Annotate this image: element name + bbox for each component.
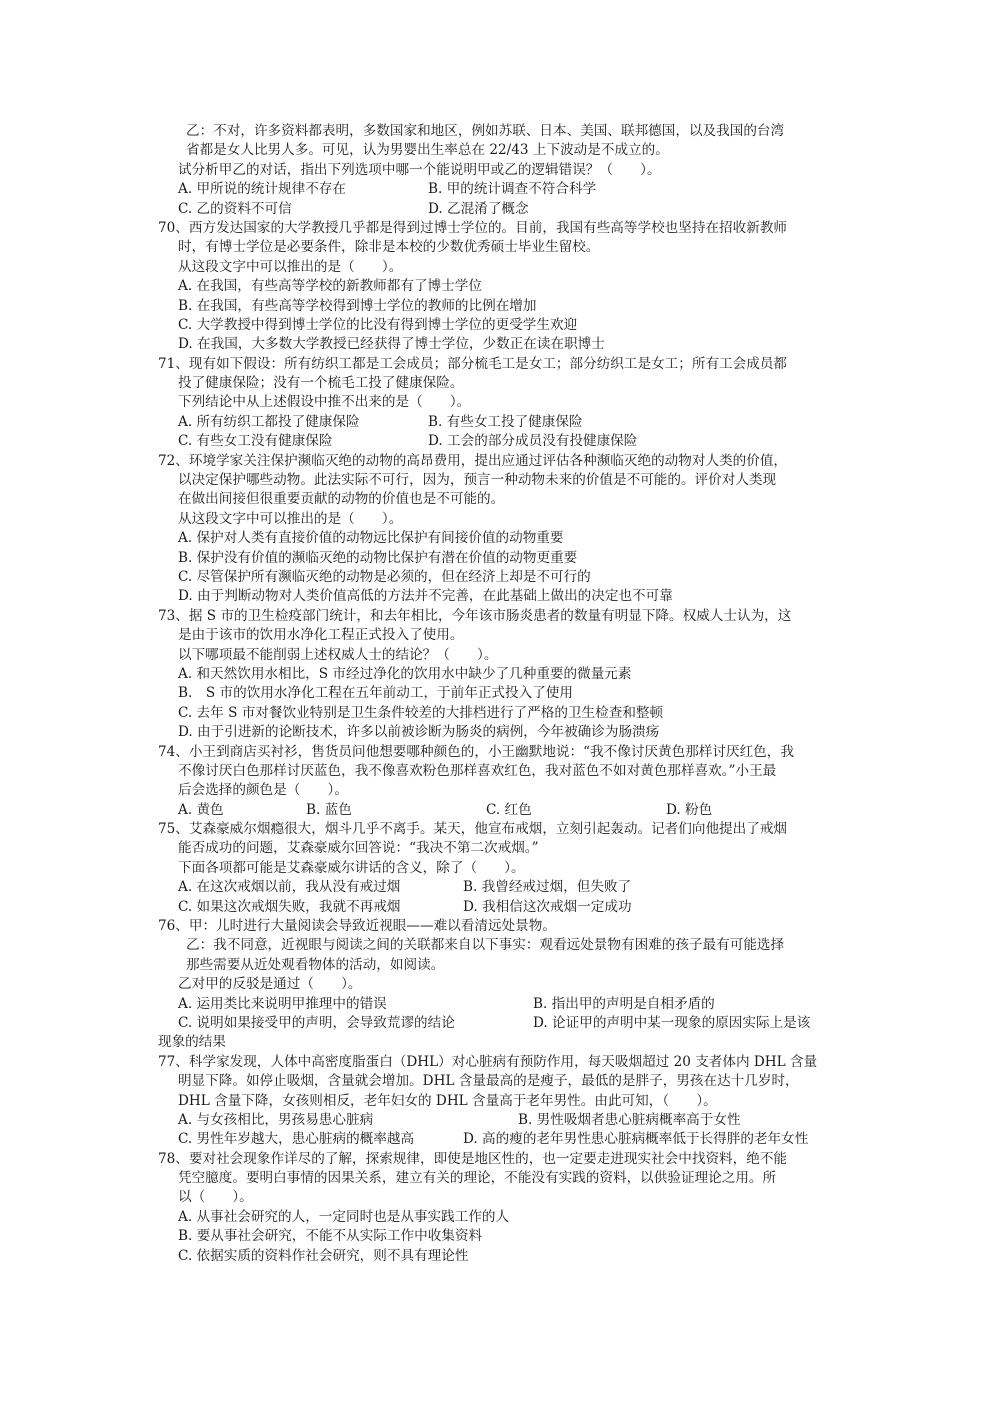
q74-option-a: A. 黄色: [178, 801, 224, 818]
q78-stem-line-2: 凭空臆度。要明白事情的因果关系，建立有关的理论，不能没有实践的资料，以供验证理论之用。所: [178, 1170, 777, 1187]
intro-text-line-2: 省都是女人比男人多。可见，认为男婴出生率总在 22/43 上下波动是不成立的。: [186, 142, 669, 159]
q77-stem-line-1: 77、科学家发现，人体中高密度脂蛋白（DHL）对心脏病有预防作用，每天吸烟超过 20 支者体内 DHL 含量: [158, 1053, 818, 1070]
q70-stem-line-2: 时，有博士学位是必要条件，除非是本校的少数优秀硕士毕业生留校。: [178, 239, 600, 256]
q75-option-a: A. 在这次戒烟以前，我从没有戒过烟: [178, 879, 401, 896]
q72-stem-line-3: 在做出间接但很重要贡献的动物的价值也是不可能的。: [178, 491, 505, 508]
q70-option-d: D. 在我国，大多数大学教授已经获得了博士学位，少数正在读在职博士: [178, 336, 605, 353]
q73-option-b: B. S 市的饮用水净化工程在五年前动工，于前年正式投入了使用: [178, 685, 573, 702]
intro-option-c: C. 乙的资料不可信: [178, 200, 292, 217]
q77-option-b: B. 男性吸烟者患心脏病概率高于女性: [518, 1111, 741, 1128]
q71-stem-line-2: 投了健康保险；没有一个梳毛工投了健康保险。: [178, 375, 464, 392]
q73-stem-line-2: 是由于该市的饮用水净化工程正式投入了使用。: [178, 627, 464, 644]
q71-question: 下列结论中从上述假设中推不出来的是（ ）。: [178, 394, 471, 411]
q72-question: 从这段文字中可以推出的是（ ）。: [178, 510, 403, 527]
q76-question: 乙对甲的反驳是通过（ ）。: [178, 976, 362, 993]
intro-question: 试分析甲乙的对话，指出下列选项中哪一个能说明甲或乙的逻辑错误？（ ）。: [178, 161, 661, 178]
q72-stem-line-1: 72、环境学家关注保护濒临灭绝的动物的高昂费用，提出应通过评估各种濒临灭绝的动物对人类的价值，: [158, 452, 788, 469]
q74-stem-line-1: 74、小王到商店买衬衫，售货员问他想要哪种颜色的，小王幽默地说：“我不像讨厌黄色那样讨厌红色，我: [158, 743, 794, 760]
q75-option-b: B. 我曾经戒过烟，但失败了: [463, 879, 632, 896]
intro-text-line-1: 乙：不对，许多资料都表明，多数国家和地区，例如苏联、日本、美国、联邦德国，以及我国的台湾: [186, 123, 785, 139]
q77-options-row-2: [178, 1130, 848, 1149]
q73-option-d: D. 由于引进新的论断技术，许多以前被诊断为肠炎的病例，今年被确诊为肠溃疡: [178, 724, 660, 741]
q76-options-row-2: [178, 1014, 848, 1033]
q76-option-a: A. 运用类比来说明甲推理中的错误: [178, 995, 387, 1012]
q78-stem-line-3: 以（ ）。: [178, 1189, 253, 1206]
q70-option-c: C. 大学教授中得到博士学位的比没有得到博士学位的更受学生欢迎: [178, 316, 578, 333]
q72-option-b: B. 保护没有价值的濒临灭绝的动物比保护有潜在价值的动物更重要: [178, 549, 578, 566]
intro-options-row-1: [178, 180, 848, 199]
q76-stem-line-2: 乙：我不同意，近视眼与阅读之间的关联都来自以下事实：观看远处景物有困难的孩子最有可能选择: [186, 937, 785, 954]
q73-stem-line-1: 73、据 S 市的卫生检疫部门统计，和去年相比，今年该市肠炎患者的数量有明显下降。权威人士认为，这: [158, 607, 792, 624]
q74-option-c: C. 红色: [486, 801, 532, 818]
q75-options-row-2: [178, 898, 848, 917]
q76-option-d: D. 论证甲的声明中某一现象的原因实际上是该: [533, 1014, 811, 1031]
q77-option-c: C. 男性年岁越大，患心脏病的概率越高: [178, 1131, 415, 1148]
q75-option-d: D. 我相信这次戒烟一定成功: [463, 898, 632, 915]
q71-option-b: B. 有些女工投了健康保险: [428, 413, 583, 430]
intro-option-a: A. 甲所说的统计规律不存在: [178, 181, 346, 198]
q78-option-a: A. 从事社会研究的人，一定同时也是从事实践工作的人: [178, 1208, 510, 1225]
q75-question: 下面各项都可能是艾森豪威尔讲话的含义，除了（ ）。: [178, 859, 525, 876]
q77-stem-line-2: 明显下降。如停止吸烟，含量就会增加。DHL 含量最高的是瘦子，最低的是胖子，男孩在达十几岁时，: [178, 1073, 799, 1090]
q78-option-c: C. 依据实质的资料作社会研究，则不具有理论性: [178, 1247, 469, 1264]
q76-stem-line-3: 那些需要从近处观看物体的活动，如阅读。: [186, 956, 445, 973]
q71-stem-line-1: 71、现有如下假设：所有纺织工都是工会成员；部分梳毛工是女工；部分纺织工是女工；所有工会成员都: [158, 355, 788, 372]
q70-option-a: A. 在我国，有些高等学校的新教师都有了博士学位: [178, 278, 482, 295]
question-list: [158, 122, 848, 1266]
q71-option-a: A. 所有纺织工都投了健康保险: [178, 413, 360, 430]
q76-options-row-1: [178, 995, 848, 1014]
q74-option-b: B. 蓝色: [306, 801, 352, 818]
q74-stem-line-3: 后会选择的颜色是（ ）。: [178, 782, 348, 799]
q72-stem-line-2: 以决定保护哪些动物。此法实际不可行，因为，预言一种动物未来的价值是不可能的。评价对人类现: [178, 472, 777, 489]
q71-option-c: C. 有些女工没有健康保险: [178, 433, 333, 450]
q78-option-b: B. 要从事社会研究，不能不从实际工作中收集资料: [178, 1228, 483, 1245]
q77-option-a: A. 与女孩相比，男孩易患心脏病: [178, 1111, 374, 1128]
q77-option-d: D. 高的瘦的老年男性患心脏病概率低于长得胖的老年女性: [463, 1131, 809, 1148]
q73-question: 以下哪项最不能削弱上述权威人士的结论？（ ）。: [178, 646, 498, 663]
intro-options-row-2: [178, 200, 848, 219]
q75-option-c: C. 如果这次戒烟失败，我就不再戒烟: [178, 898, 401, 915]
q71-options-row-2: [178, 432, 848, 451]
q75-stem-line-1: 75、艾森豪威尔烟瘾很大，烟斗几乎不离手。某天，他宣布戒烟，立刻引起轰动。记者们向他提出了戒烟: [158, 821, 788, 838]
q71-options-row-1: [178, 413, 848, 432]
q70-option-b: B. 在我国，有些高等学校得到博士学位的教师的比例在增加: [178, 297, 537, 314]
q76-option-c: C. 说明如果接受甲的声明，会导致荒谬的结论: [178, 1014, 455, 1031]
q74-options-row: [178, 801, 848, 820]
q73-option-c: C. 去年 S 市对餐饮业特别是卫生条件较差的大排档进行了严格的卫生检查和整顿: [178, 704, 664, 721]
q71-option-d: D. 工会的部分成员没有投健康保险: [428, 433, 638, 450]
q75-stem-line-2: 能否成功的问题，艾森豪威尔回答说：“我决不第二次戒烟。”: [178, 840, 539, 857]
q73-option-a: A. 和天然饮用水相比，S 市经过净化的饮用水中缺少了几种重要的微量元素: [178, 665, 632, 682]
q77-stem-line-3: DHL 含量下降，女孩则相反，老年妇女的 DHL 含量高于老年男性。由此可知，（ ）。: [178, 1092, 717, 1109]
q72-option-c: C. 尽管保护所有濒临灭绝的动物是必须的，但在经济上却是不可行的: [178, 568, 591, 585]
q76-stem-line-1: 76、甲：儿时进行大量阅读会导致近视眼——难以看清远处景物。: [158, 918, 556, 935]
q70-stem-line-1: 70、西方发达国家的大学教授几乎都是得到过博士学位的。目前，我国有些高等学校也坚持在招收新教师: [158, 219, 788, 236]
q74-stem-line-2: 不像讨厌白色那样讨厌蓝色，我不像喜欢粉色那样喜欢红色，我对蓝色不如对黄色那样喜欢。”小王最: [178, 762, 777, 779]
q70-question: 从这段文字中可以推出的是（ ）。: [178, 258, 403, 275]
q78-stem-line-1: 78、要对社会现象作详尽的了解，探索规律，即使是地区性的，也一定要走进现实社会中找资料，绝不能: [158, 1150, 788, 1167]
q72-option-a: A. 保护对人类有直接价值的动物远比保护有间接价值的动物重要: [178, 530, 564, 547]
q72-option-d: D. 由于判断动物对人类价值高低的方法并不完善，在此基础上做出的决定也不可靠: [178, 588, 673, 605]
intro-option-d: D. 乙混淆了概念: [428, 200, 529, 217]
q75-options-row-1: [178, 878, 848, 897]
q74-option-d: D. 粉色: [666, 801, 713, 818]
q76-option-b: B. 指出甲的声明是自相矛盾的: [533, 995, 715, 1012]
q77-options-row-1: [178, 1111, 848, 1130]
q76-option-d-continued: 现象的结果: [158, 1034, 226, 1051]
intro-option-b: B. 甲的统计调查不符合科学: [428, 181, 597, 198]
